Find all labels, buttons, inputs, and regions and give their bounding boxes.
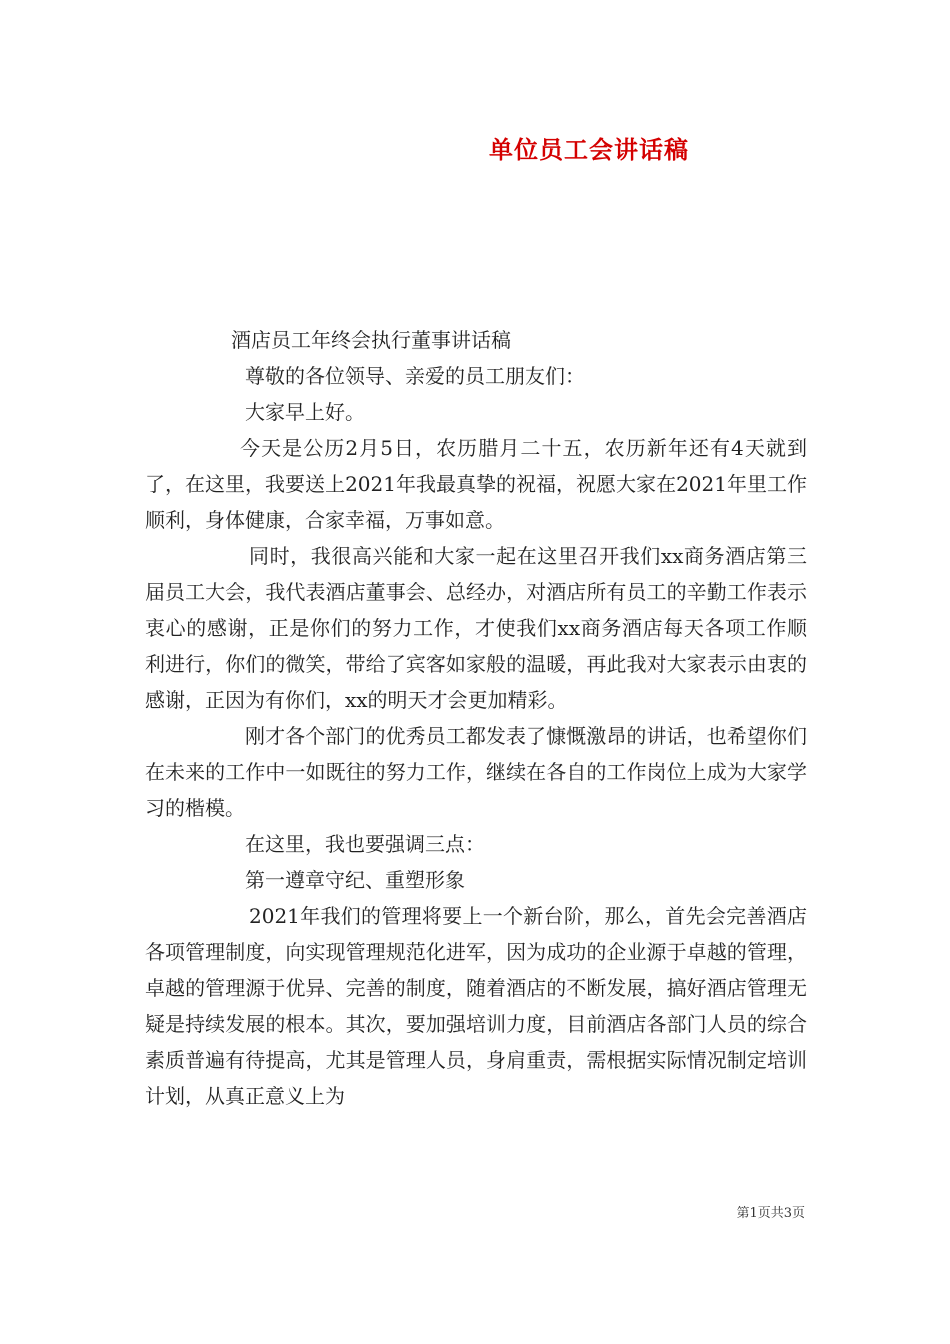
speech-subtitle: 酒店员工年终会执行董事讲话稿 [231,328,511,352]
body-paragraph-management: 2021年我们的管理将要上一个新台阶，那么，首先会完善酒店各项管理制度，向实现管理规范化进军，因为成功的企业源于卓越的管理，卓越的管理源于优异、完善的制度，随着酒店的不断发展，搞好酒店管理无疑是持续发展的根本。其次，要加强培训力度，目前酒店各部门人员的综合素质普遍有待提高，尤其是管理人员，身肩重责，需根据实际情况制定培训计划，从真正意义上为 [145,904,807,1108]
document-body [145,322,807,1114]
section-heading-point-one: 第一遵章守纪、重塑形象 [245,868,465,892]
body-paragraph-employees: 刚才各个部门的优秀员工都发表了慷慨激昂的讲话，也希望你们在未来的工作中一如既往的努力工作，继续在各自的工作岗位上成为大家学习的楷模。 [145,724,807,820]
salutation-paragraph: 尊敬的各位领导、亲爱的员工朋友们： [245,364,585,388]
page-number-footer: 第1页共3页 [736,1206,805,1221]
body-paragraph-date: 今天是公历2月5日，农历腊月二十五，农历新年还有4天就到了，在这里，我要送上2021年我最真挚的祝福，祝愿大家在2021年里工作顺利，身体健康，合家幸福，万事如意。 [145,436,807,532]
greeting-paragraph: 大家早上好。 [245,400,365,424]
body-paragraph-thanks: 同时，我很高兴能和大家一起在这里召开我们xx商务酒店第三届员工大会，我代表酒店董事会、总经办，对酒店所有员工的辛勤工作表示衷心的感谢，正是你们的努力工作，才使我们xx商务酒店每天各项工作顺利进行，你们的微笑，带给了宾客如家般的温暖，再此我对大家表示由衷的感谢，正因为有你们，xx的明天才会更加精彩。 [145,544,807,712]
body-paragraph-three-points: 在这里，我也要强调三点： [245,832,485,856]
page-title: 单位员工会讲话稿 [489,136,689,164]
